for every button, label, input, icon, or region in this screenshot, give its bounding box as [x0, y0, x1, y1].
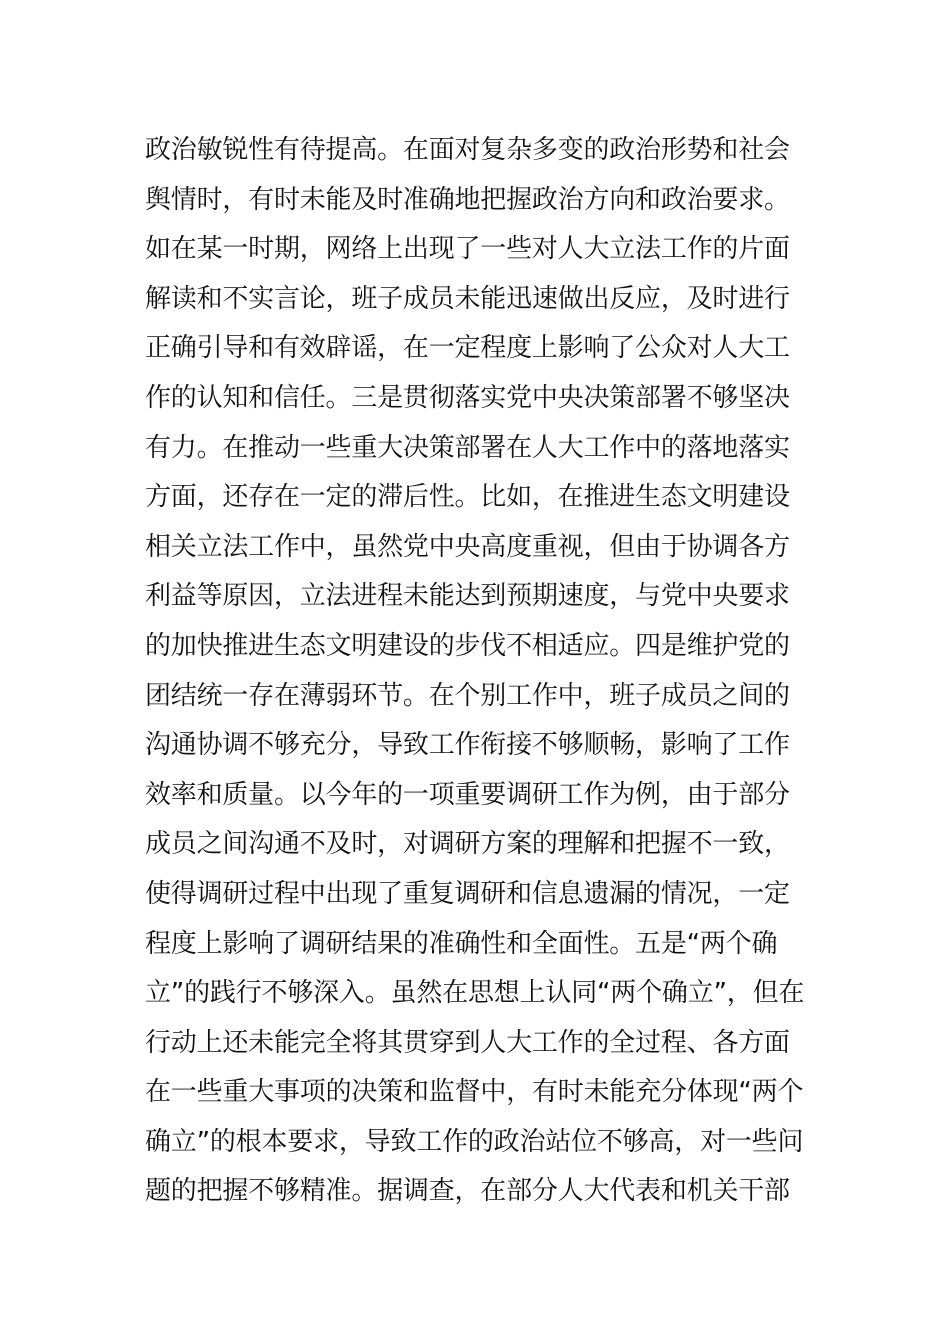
text-line: 舆情时，有时未能及时准确地把握政治方向和政治要求。	[145, 184, 790, 215]
text-line: 确立”的根本要求，导致工作的政治站位不够高，对一些问	[145, 1126, 804, 1157]
text-line: 解读和不实言论，班子成员未能迅速做出反应，及时进行	[145, 283, 790, 314]
text-line: 政治敏锐性有待提高。在面对复杂多变的政治形势和社会	[145, 135, 790, 165]
text-line: 有力。在推动一些重大决策部署在人大工作中的落地落实	[145, 432, 790, 463]
text-line: 立”的践行不够深入。虽然在思想上认同“两个确立”，但在	[145, 978, 805, 1009]
text-line: 的加快推进生态文明建设的步伐不相适应。四是维护党的	[145, 630, 790, 661]
text-line: 利益等原因，立法进程未能达到预期速度，与党中央要求	[145, 581, 790, 612]
text-line: 方面，还存在一定的滞后性。比如，在推进生态文明建设	[145, 482, 790, 513]
text-line: 使得调研过程中出现了重复调研和信息遗漏的情况，一定	[145, 878, 790, 909]
text-line: 团结统一存在薄弱环节。在个别工作中，班子成员之间的	[145, 680, 790, 711]
text-line: 题的把握不够精准。据调查，在部分人大代表和机关干部	[145, 1176, 790, 1207]
text-line: 如在某一时期，网络上出现了一些对人大立法工作的片面	[145, 234, 790, 265]
text-line: 沟通协调不够充分，导致工作衔接不够顺畅，影响了工作	[145, 730, 790, 761]
text-line: 相关立法工作中，虽然党中央高度重视，但由于协调各方	[145, 531, 790, 562]
text-line: 正确引导和有效辟谣，在一定程度上影响了公众对人大工	[145, 333, 790, 364]
text-line: 成员之间沟通不及时，对调研方案的理解和把握不一致，	[145, 829, 790, 860]
text-line: 程度上影响了调研结果的准确性和全面性。五是“两个确	[145, 928, 778, 959]
text-line: 在一些重大事项的决策和监督中，有时未能充分体现“两个	[145, 1077, 804, 1108]
text-line: 行动上还未能完全将其贯穿到人大工作的全过程、各方面	[145, 1027, 790, 1058]
text-line: 效率和质量。以今年的一项重要调研工作为例，由于部分	[145, 779, 790, 810]
text-line: 作的认知和信任。三是贯彻落实党中央决策部署不够坚决	[145, 382, 790, 413]
body-text	[145, 126, 810, 1217]
